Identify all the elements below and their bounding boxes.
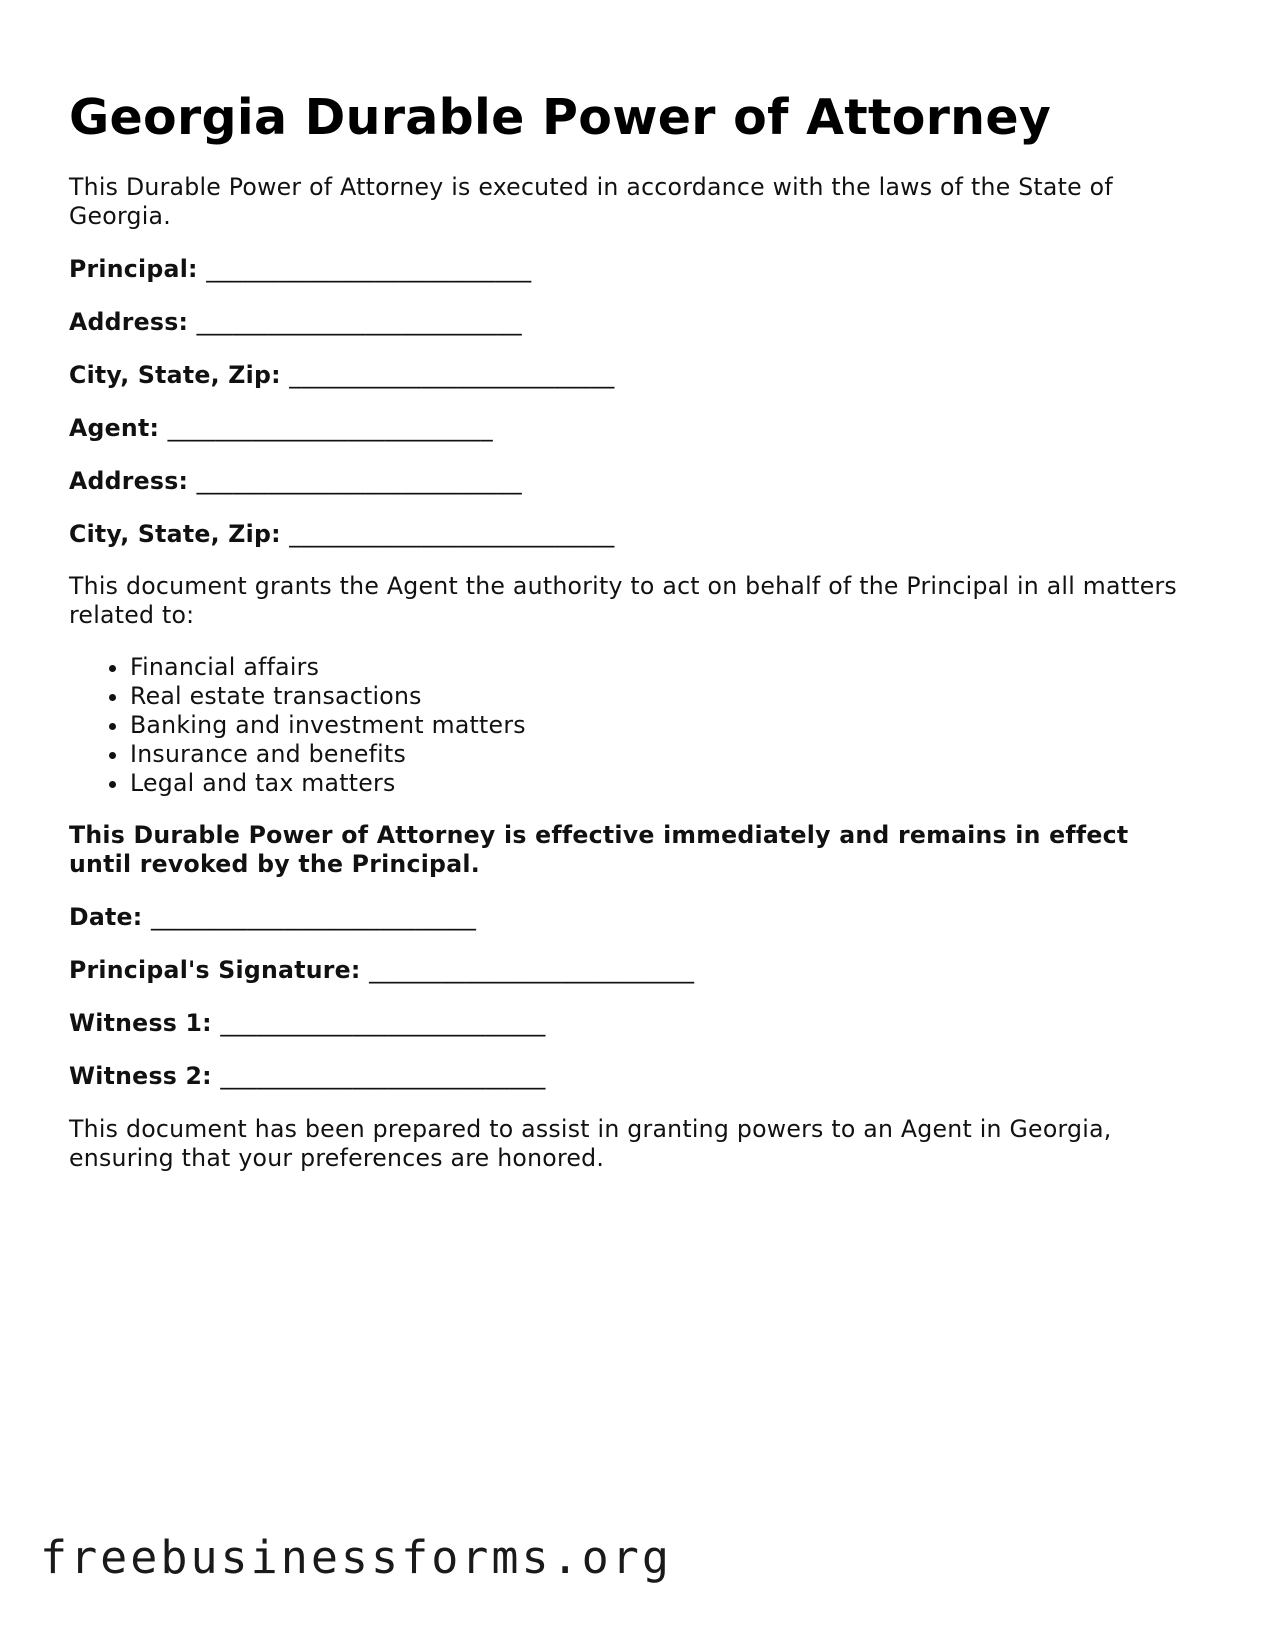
list-item: • Financial affairs xyxy=(130,653,1179,682)
field-label: City, State, Zip: xyxy=(69,520,290,548)
grant-paragraph: This document grants the Agent the authority to act on behalf of the Principal in all matters related to: xyxy=(69,572,1177,629)
closing-paragraph: This document has been prepared to assist in granting powers to an Agent in Georgia, ensuring that your preferences are honored. xyxy=(69,1115,1112,1172)
list-item: • Insurance and benefits xyxy=(130,740,1179,769)
principal-name-field[interactable] xyxy=(69,255,1179,284)
principal-signature-field[interactable] xyxy=(69,956,1179,985)
fill-in-blank[interactable]: ___________________________ xyxy=(220,1009,546,1037)
list-item: • Banking and investment matters xyxy=(130,711,1179,740)
agent-address-field[interactable] xyxy=(69,467,1179,496)
principal-address-field[interactable] xyxy=(69,308,1179,337)
list-item: • Legal and tax matters xyxy=(130,769,1179,798)
field-label: City, State, Zip: xyxy=(69,361,290,389)
fill-in-blank[interactable]: ___________________________ xyxy=(167,414,493,442)
field-label: Address: xyxy=(69,467,197,495)
principal-city-state-zip-field[interactable] xyxy=(69,361,1179,390)
date-field[interactable] xyxy=(69,903,1179,932)
watermark-text: freebusinessforms.org xyxy=(40,1531,672,1584)
witness-1-field[interactable] xyxy=(69,1009,1179,1038)
fill-in-blank[interactable]: ___________________________ xyxy=(206,255,532,283)
fill-in-blank[interactable]: ___________________________ xyxy=(150,903,477,931)
field-label: Date: xyxy=(69,903,151,931)
fill-in-blank[interactable]: ___________________________ xyxy=(220,1062,546,1090)
fill-in-blank[interactable]: ___________________________ xyxy=(289,361,615,389)
field-label: Witness 2: xyxy=(69,1062,221,1090)
agent-name-field[interactable] xyxy=(69,414,1179,443)
fill-in-blank[interactable]: ___________________________ xyxy=(289,520,615,548)
fill-in-blank[interactable]: ___________________________ xyxy=(369,956,695,984)
field-label: Address: xyxy=(69,308,197,336)
field-label: Witness 1: xyxy=(69,1009,221,1037)
effective-statement: This Durable Power of Attorney is effective immediately and remains in effect until revoked by the Principal. xyxy=(69,821,1129,878)
fill-in-blank[interactable]: ___________________________ xyxy=(196,308,522,336)
document-title: Georgia Durable Power of Attorney xyxy=(69,89,1052,146)
list-item: • Real estate transactions xyxy=(130,682,1179,711)
agent-city-state-zip-field[interactable] xyxy=(69,520,1179,549)
field-label: Agent: xyxy=(69,414,168,442)
field-label: Principal's Signature: xyxy=(69,956,370,984)
witness-2-field[interactable] xyxy=(69,1062,1179,1091)
field-label: Principal: xyxy=(69,255,207,283)
document-page xyxy=(69,84,1179,1173)
fill-in-blank[interactable]: ___________________________ xyxy=(196,467,522,495)
intro-paragraph: This Durable Power of Attorney is executed in accordance with the laws of the State of Georgia. xyxy=(69,173,1113,230)
powers-list xyxy=(69,653,1179,798)
